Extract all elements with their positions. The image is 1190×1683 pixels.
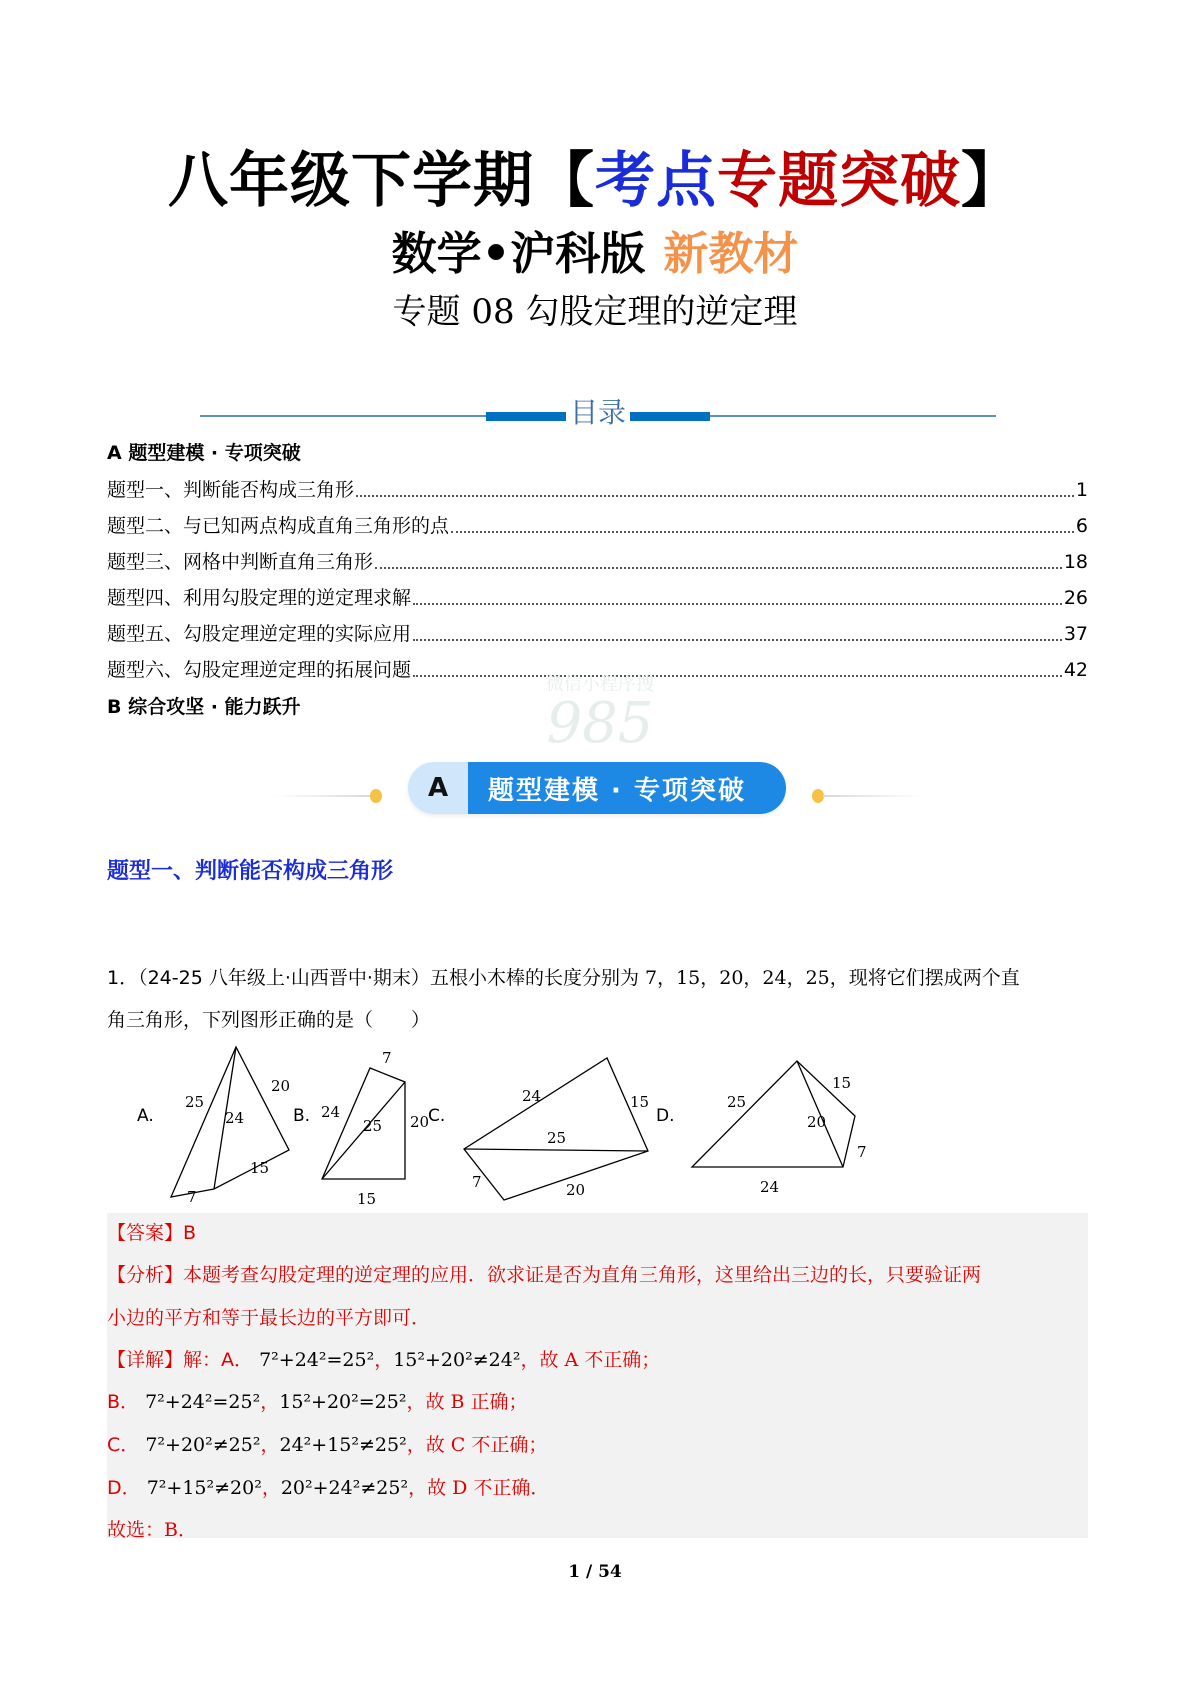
fig-a-label: 25 [185, 1093, 205, 1111]
analysis-label: 【分析】 [107, 1264, 184, 1286]
option-c-label: C. [428, 1106, 446, 1126]
option-label: B． [107, 1391, 140, 1413]
question-number: 1． [107, 967, 139, 989]
detail-line-a: 【详解】解：A． 7²+24²=25²，15²+20²≠24²，故 A 不正确； [107, 1349, 661, 1371]
fig-d-label: 20 [807, 1113, 827, 1131]
fig-d-label: 25 [727, 1093, 747, 1111]
detail-line-b: B． 7²+24²=25²，15²+20²=25²，故 B 正确； [107, 1391, 528, 1413]
question-text: 五根小木棒的长度分别为 7，15，20，24，25，现将它们摆成两个直 [429, 967, 1020, 989]
fig-a-label: 24 [225, 1109, 245, 1127]
toc-page-number: 6 [1075, 515, 1088, 537]
option-label: D． [107, 1477, 141, 1499]
watermark [515, 674, 685, 756]
title-suffix: 】 [961, 146, 1022, 216]
watermark-line1: 微信小程序搜 [546, 674, 654, 695]
banner-dot-left [370, 789, 382, 803]
detail-intro: 解：A． [183, 1349, 254, 1371]
watermark-number: 985 [546, 691, 654, 756]
banner-line-left [272, 795, 372, 797]
title-prefix: 八年级下学期【 [168, 146, 595, 216]
toc-leader-dots [413, 674, 1062, 677]
detail-line-d: D． 7²+15²≠20²，20²+24²≠25²，故 D 不正确． [107, 1477, 550, 1499]
option-label: C． [107, 1434, 140, 1456]
toc-leader-dots [375, 566, 1062, 569]
toc-title: 目录 [566, 396, 630, 430]
option-d-label: D. [656, 1106, 675, 1126]
question-line-1 [107, 965, 1092, 991]
toc-section-b[interactable]: B 综合攻坚 · 能力跃升 [107, 696, 301, 718]
equation: 7²+15²≠20² [146, 1477, 262, 1499]
fig-b-label: 24 [321, 1103, 341, 1121]
final-choice: 故选：B． [107, 1519, 197, 1541]
fig-a-label: 7 [187, 1188, 197, 1206]
answer-value: B [183, 1222, 197, 1244]
fig-c-label: 20 [566, 1181, 586, 1199]
fig-b-label: 25 [363, 1117, 383, 1135]
option-b-label: B. [293, 1106, 311, 1126]
toc-leader-dots [413, 638, 1062, 641]
toc-section-a[interactable]: A 题型建模 · 专项突破 [107, 442, 301, 464]
banner-line-right [823, 795, 923, 797]
toc-page-number: 18 [1063, 551, 1088, 573]
fig-b-label: 7 [382, 1049, 392, 1067]
fig-c-label: 25 [547, 1129, 567, 1147]
fig-d-label: 7 [857, 1143, 867, 1161]
analysis-line-1 [107, 1262, 1088, 1288]
fig-c-label: 24 [522, 1087, 542, 1105]
toc-item-label: 题型五、勾股定理逆定理的实际应用 [107, 623, 412, 645]
toc-leader-dots [356, 494, 1074, 497]
triangle-figures [107, 1045, 867, 1208]
toc-page-number: 42 [1063, 659, 1088, 681]
toc-page-number: 37 [1063, 623, 1088, 645]
fig-a-label: 15 [250, 1159, 270, 1177]
toc-page-number: 26 [1063, 587, 1088, 609]
question-source: （24-25 八年级上·山西晋中·期末） [138, 967, 430, 989]
toc-item-label: 题型三、网格中判断直角三角形 [107, 551, 374, 573]
equation: 20²+24²≠25² [280, 1477, 409, 1499]
section-banner [408, 762, 786, 814]
conclusion: ，故 C 不正确； [406, 1434, 548, 1456]
toc-item[interactable] [107, 477, 1088, 503]
equation: 15²+20²=25² [279, 1391, 407, 1413]
fig-b-label: 15 [357, 1190, 377, 1208]
conclusion: ，故 D 不正确． [408, 1477, 550, 1499]
equation: 7²+20²≠25² [145, 1434, 261, 1456]
analysis-line-2: 小边的平方和等于最长边的平方即可． [107, 1307, 431, 1329]
title-red-part: 专题突破 [717, 146, 961, 216]
toc-item[interactable] [107, 621, 1088, 647]
toc-leader-dots [451, 530, 1074, 533]
fig-d-label: 15 [832, 1074, 852, 1092]
document-title [0, 148, 1190, 214]
equation: 24²+15²≠25² [279, 1434, 407, 1456]
analysis-text: 本题考查勾股定理的逆定理的应用．欲求证是否为直角三角形，这里给出三边的长，只要验证两 [183, 1264, 982, 1286]
topic-title: 专题 08 勾股定理的逆定理 [392, 292, 798, 332]
document-subtitle [0, 226, 1190, 282]
subtitle-accent: 新教材 [663, 227, 799, 280]
fig-b-label: 20 [410, 1113, 430, 1131]
toc-bar-left [486, 412, 566, 421]
toc-item-label: 题型四、利用勾股定理的逆定理求解 [107, 587, 412, 609]
toc-item[interactable] [107, 585, 1088, 611]
equation: 7²+24²=25² [259, 1349, 375, 1371]
fig-c-label: 7 [472, 1173, 482, 1191]
detail-label: 【详解】 [107, 1349, 184, 1371]
toc-leader-dots [413, 602, 1062, 605]
equation: 15²+20²≠24² [393, 1349, 521, 1371]
toc-item[interactable] [107, 549, 1088, 575]
conclusion: ，故 B 正确； [406, 1391, 528, 1413]
fig-a-label: 20 [271, 1077, 291, 1095]
equation: 7²+24²=25² [145, 1391, 261, 1413]
question-figures [107, 1045, 867, 1208]
toc-bar-right [630, 412, 710, 421]
detail-line-c: C． 7²+20²≠25²，24²+15²≠25²，故 C 不正确； [107, 1434, 548, 1456]
title-blue-part: 考点 [595, 146, 717, 216]
section-heading: 题型一、判断能否构成三角形 [107, 859, 394, 884]
answer-label: 【答案】 [107, 1222, 184, 1244]
fig-c-label: 15 [630, 1093, 650, 1111]
toc-item-label: 题型六、勾股定理逆定理的拓展问题 [107, 659, 412, 681]
page-number: 1 / 54 [568, 1562, 622, 1582]
toc-item-label: 题型二、与已知两点构成直角三角形的点 [107, 515, 450, 537]
toc-page-number: 1 [1075, 479, 1088, 501]
option-a-label: A. [137, 1106, 154, 1126]
question-line-2: 角三角形，下列图形正确的是（ ） [107, 1009, 431, 1031]
subtitle-main: 数学•沪科版 [391, 227, 646, 280]
banner-label: 题型建模 · 专项突破 [468, 762, 786, 814]
answer-line [107, 1220, 1088, 1246]
banner-letter: A [408, 762, 468, 814]
fig-d-label: 24 [760, 1178, 780, 1196]
conclusion: ，故 A 不正确； [520, 1349, 661, 1371]
toc-item-label: 题型一、判断能否构成三角形 [107, 479, 355, 501]
toc-item[interactable] [107, 513, 1088, 539]
